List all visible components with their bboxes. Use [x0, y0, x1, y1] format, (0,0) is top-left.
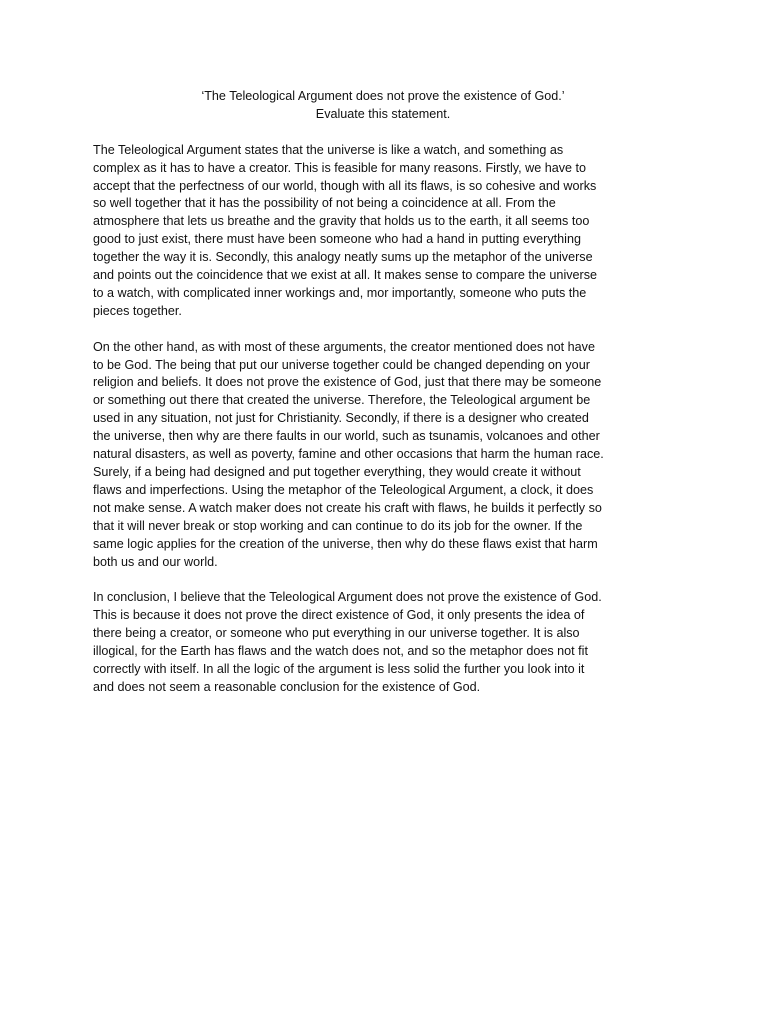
- text-line: pieces together.: [93, 303, 182, 318]
- text-line: not make sense. A watch maker does not create his craft with flaws, he builds it perfectly so: [93, 500, 602, 515]
- text-line: and does not seem a reasonable conclusion for the existence of God.: [93, 679, 481, 694]
- essay-title-question: ‘The Teleological Argument does not prove the existence of God.’: [201, 89, 565, 103]
- text-line: complex as it has to have a creator. This is feasible for many reasons. Firstly, we have to: [93, 160, 587, 175]
- document-body: [93, 88, 673, 715]
- paragraph-conclusion: [93, 589, 673, 696]
- text-line: or something out there that created the universe. Therefore, the Teleological argument be: [93, 393, 591, 408]
- text-line: natural disasters, as well as poverty, famine and other occasions that harm the human race.: [93, 447, 604, 462]
- text-line: In conclusion, I believe that the Teleological Argument does not prove the existence of God.: [93, 590, 602, 605]
- text-line: On the other hand, as with most of these arguments, the creator mentioned does not have: [93, 339, 595, 354]
- paragraph-counterargument: [93, 339, 673, 572]
- text-line: The Teleological Argument states that the universe is like a watch, and something as: [93, 142, 564, 157]
- text-line: so well together that it has the possibility of not being a coincidence at all. From the: [93, 196, 556, 211]
- text-line: that it will never break or stop working and can continue to do its job for the owner. If the: [93, 518, 583, 533]
- essay-title: [93, 88, 673, 124]
- text-line: same logic applies for the creation of the universe, then why do these flaws exist that harm: [93, 536, 598, 551]
- text-line: accept that the perfectness of our world, though with all its flaws, is so cohesive and works: [93, 178, 597, 193]
- text-line: together the way it is. Secondly, this analogy neatly sums up the metaphor of the universe: [93, 250, 593, 265]
- text-line: the universe, then why are there faults in our world, such as tsunamis, volcanoes and other: [93, 429, 600, 444]
- text-line: to a watch, with complicated inner workings and, mor importantly, someone who puts the: [93, 285, 587, 300]
- essay-title-instruction: Evaluate this statement.: [315, 106, 451, 121]
- text-line: correctly with itself. In all the logic of the argument is less solid the further you look into it: [93, 661, 585, 676]
- text-line: This is because it does not prove the direct existence of God, it only presents the idea of: [93, 608, 585, 623]
- text-line: religion and beliefs. It does not prove the existence of God, just that there may be someone: [93, 375, 602, 390]
- text-line: flaws and imperfections. Using the metaphor of the Teleological Argument, a clock, it does: [93, 482, 594, 497]
- text-line: good to just exist, there must have been someone who had a hand in putting everything: [93, 232, 581, 247]
- paragraph-introduction: [93, 142, 673, 321]
- text-line: and points out the coincidence that we exist at all. It makes sense to compare the universe: [93, 268, 598, 283]
- text-line: Surely, if a being had designed and put together everything, they would create it without: [93, 465, 581, 479]
- text-line: used in any situation, not just for Christianity. Secondly, if there is a designer who created: [93, 411, 589, 426]
- text-line: illogical, for the Earth has flaws and the watch does not, and so the metaphor does not fit: [93, 644, 588, 659]
- text-line: there being a creator, or someone who put everything in our universe together. It is also: [93, 626, 580, 641]
- text-line: atmosphere that lets us breathe and the gravity that holds us to the earth, it all seems too: [93, 214, 590, 229]
- text-line: to be God. The being that put our universe together could be changed depending on your: [93, 357, 590, 372]
- text-line: both us and our world.: [93, 554, 218, 569]
